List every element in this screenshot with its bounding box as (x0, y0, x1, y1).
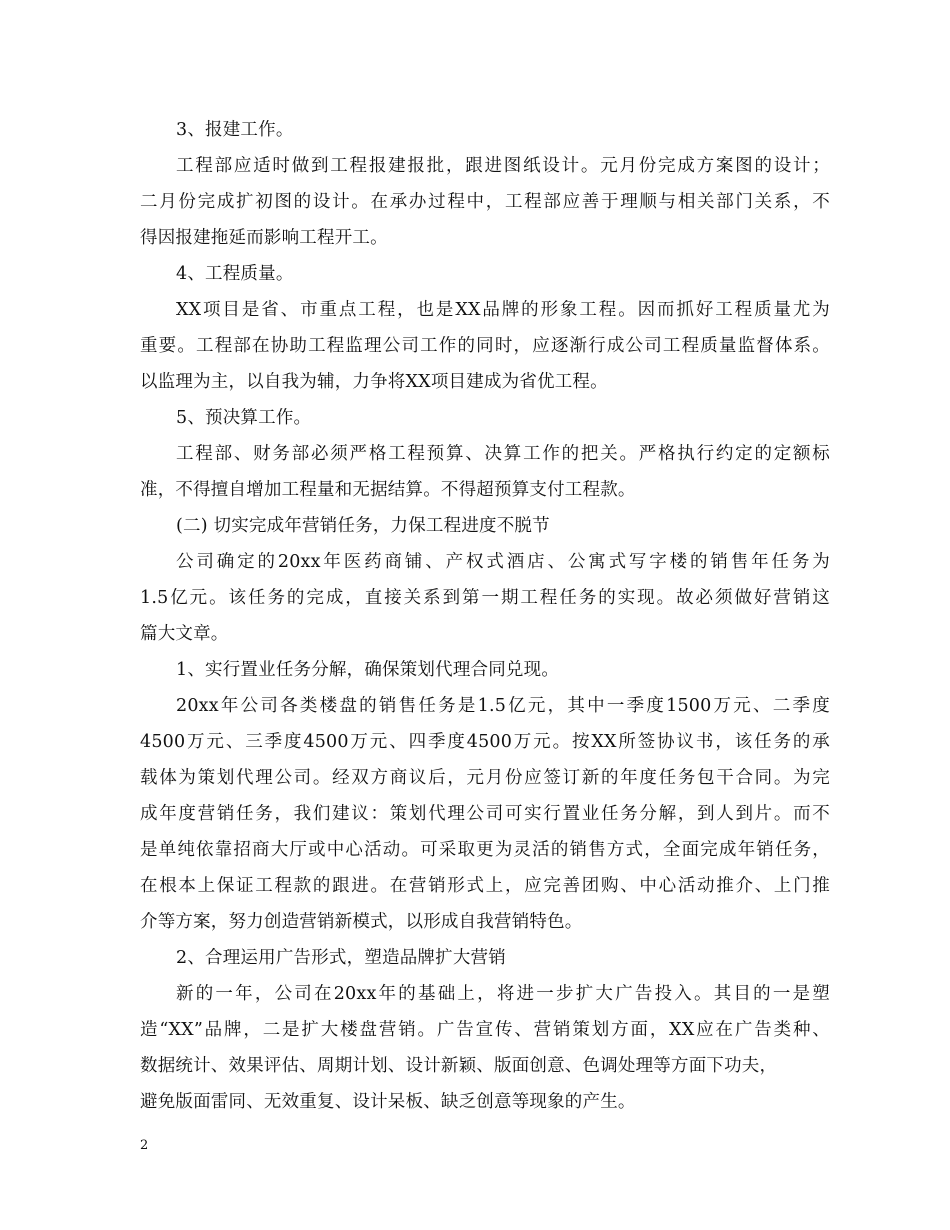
paragraph-line: XX项目是省、市重点工程，也是XX品牌的形象工程。因而抓好工程质量尤为 (176, 300, 830, 320)
heading-2-advertising: 2、合理运用广告形式，塑造品牌扩大营销 (176, 948, 506, 968)
heading-1-task-breakdown: 1、实行置业任务分解，确保策划代理合同兑现。 (176, 660, 560, 680)
paragraph-line: 数据统计、效果评估、周期计划、设计新颖、版面创意、色调处理等方面下功夫， (140, 1056, 778, 1076)
paragraph-line: 以监理为主，以自我为辅，力争将XX项目建成为省优工程。 (140, 372, 608, 392)
paragraph-line: 公司确定的20xx年医药商铺、产权式酒店、公寓式写字楼的销售年任务为 (176, 552, 830, 572)
heading-3-approval: 3、报建工作。 (176, 120, 294, 140)
paragraph-line: 重要。工程部在协助工程监理公司工作的同时，应逐渐行成公司工程质量监督体系。 (140, 336, 830, 356)
paragraph-line: 1.5亿元。该任务的完成，直接关系到第一期工程任务的实现。故必须做好营销这 (140, 588, 830, 608)
heading-5-budget: 5、预决算工作。 (176, 408, 312, 428)
section-heading-2: (二) 切实完成年营销任务，力保工程进度不脱节 (176, 516, 550, 536)
paragraph-line: 新的一年，公司在20xx年的基础上，将进一步扩大广告投入。其目的一是塑 (176, 984, 830, 1004)
paragraph-line: 成年度营销任务，我们建议：策划代理公司可实行置业任务分解，到人到片。而不 (140, 804, 830, 824)
paragraph-line: 二月份完成扩初图的设计。在承办过程中，工程部应善于理顺与相关部门关系，不 (140, 192, 830, 212)
paragraph-line: 避免版面雷同、无效重复、设计呆板、缺乏创意等现象的产生。 (140, 1092, 636, 1112)
paragraph-line: 在根本上保证工程款的跟进。在营销形式上，应完善团购、中心活动推介、上门推 (140, 876, 830, 896)
paragraph-line: 造“XX”品牌，二是扩大楼盘营销。广告宣传、营销策划方面，XX应在广告类种、 (140, 1020, 830, 1040)
paragraph-line: 4500万元、三季度4500万元、四季度4500万元。按XX所签协议书，该任务的承 (140, 732, 830, 752)
paragraph-line: 介等方案，努力创造营销新模式，以形成自我营销特色。 (140, 912, 583, 932)
paragraph-line: 载体为策划代理公司。经双方商议后，元月份应签订新的年度任务包干合同。为完 (140, 768, 830, 788)
paragraph-line: 工程部、财务部必须严格工程预算、决算工作的把关。严格执行约定的定额标 (176, 444, 830, 464)
paragraph-line: 20xx年公司各类楼盘的销售任务是1.5亿元，其中一季度1500万元、二季度 (176, 696, 830, 716)
paragraph-line: 是单纯依靠招商大厅或中心活动。可采取更为灵活的销售方式，全面完成年销任务， (140, 840, 830, 860)
paragraph-line: 工程部应适时做到工程报建报批，跟进图纸设计。元月份完成方案图的设计； (176, 156, 830, 176)
paragraph-line: 篇大文章。 (140, 624, 229, 644)
paragraph-line: 准，不得擅自增加工程量和无据结算。不得超预算支付工程款。 (140, 480, 636, 500)
paragraph-line: 得因报建拖延而影响工程开工。 (140, 228, 388, 248)
heading-4-quality: 4、工程质量。 (176, 264, 294, 284)
page-number: 2 (140, 1138, 149, 1153)
